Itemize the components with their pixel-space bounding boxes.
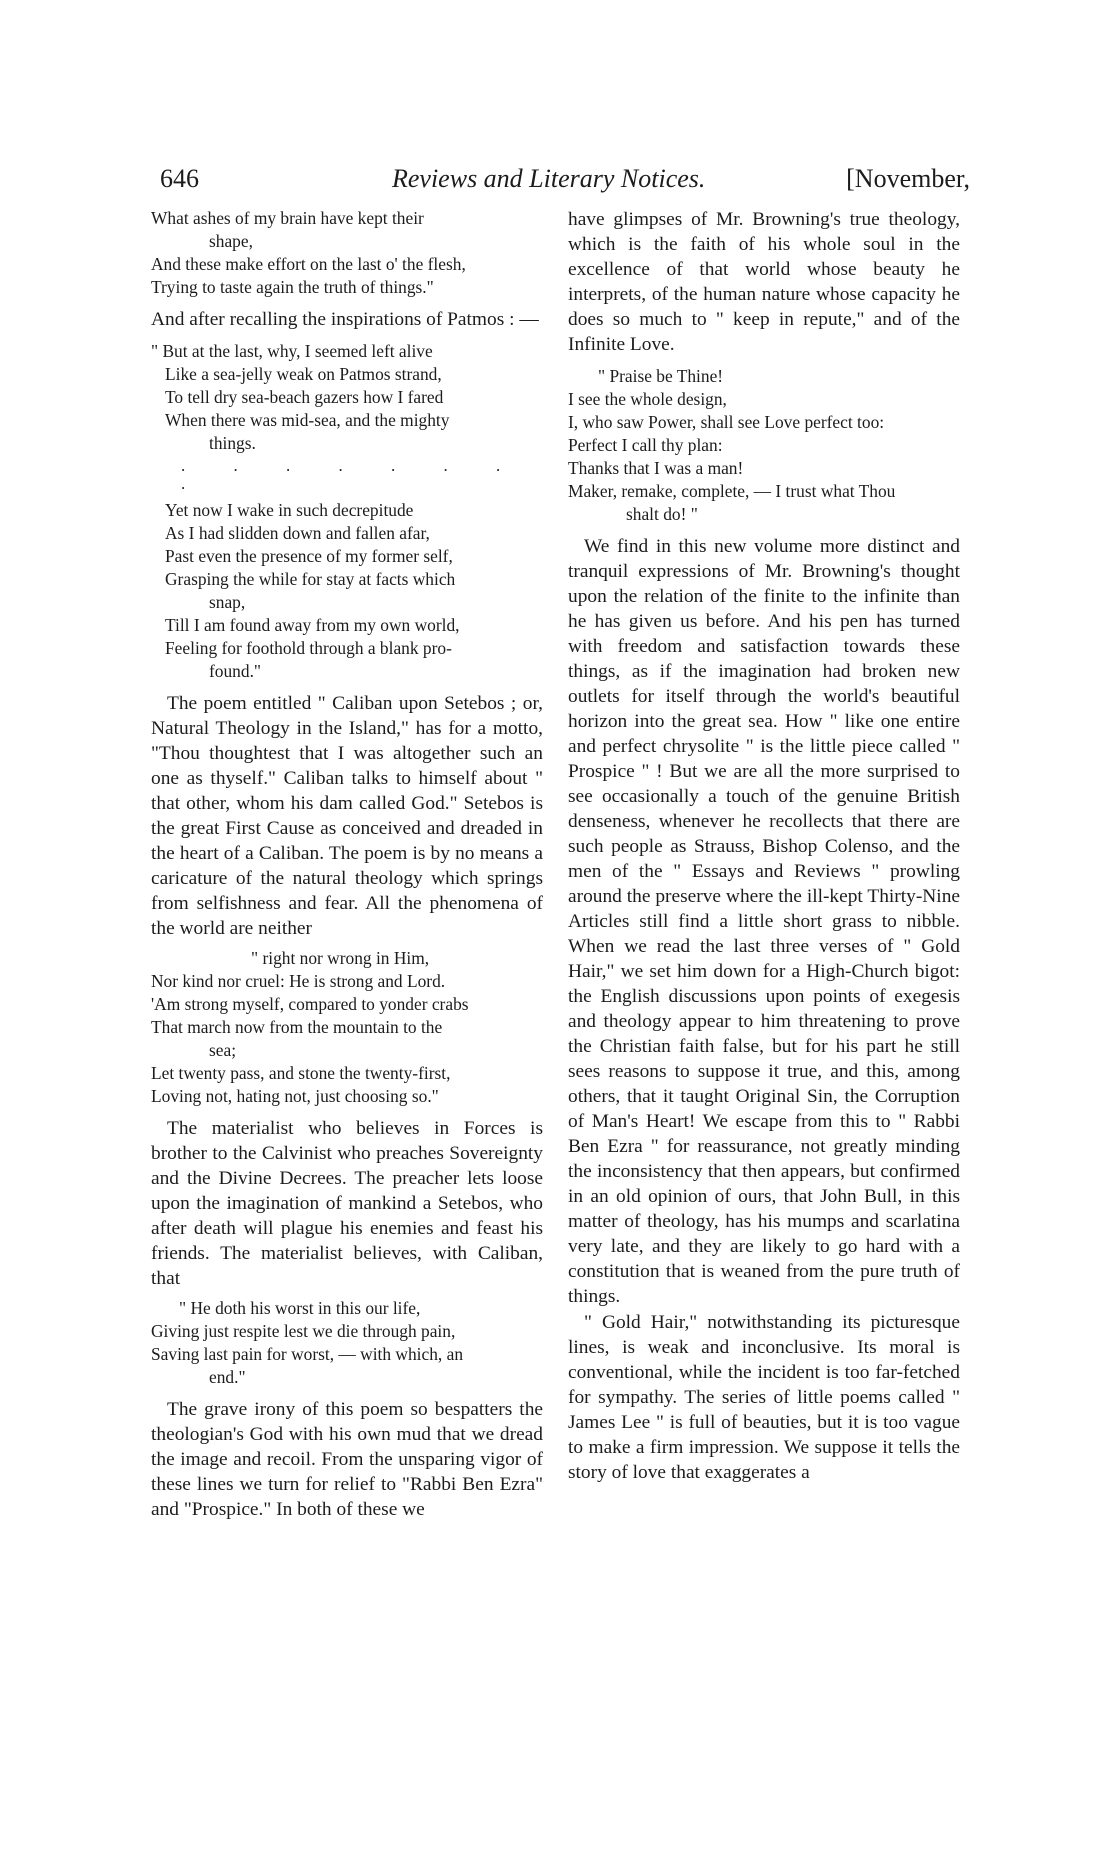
verse-line: Maker, remake, complete, — I trust what Thou xyxy=(568,481,896,501)
verse-line: found." xyxy=(209,661,262,681)
left-column xyxy=(151,207,543,1523)
verse-line: And these make effort on the last o' the flesh, xyxy=(151,254,466,274)
verse-line: Nor kind nor cruel: He is strong and Lord. xyxy=(151,971,446,991)
verse-line: Feeling for foothold through a blank pro- xyxy=(165,638,452,658)
verse-line: Grasping the while for stay at facts which xyxy=(165,569,456,589)
verse-block xyxy=(151,947,543,1108)
verse-line: " right nor wrong in Him, xyxy=(251,948,430,968)
verse-line: Thanks that I was a man! xyxy=(568,458,744,478)
verse-line: end." xyxy=(209,1367,246,1387)
verse-line: That march now from the mountain to the xyxy=(151,1017,443,1037)
page-header xyxy=(160,164,970,204)
paragraph: " Gold Hair," notwithstanding its picturesque lines, is weak and inconclusive. Its moral is conventional, while the incident is too far-fetched for sympathy. The series of little poems called " James Lee " is full of beauties, but it is too vague to make a firm impression. We suppose it tells the story of love that exaggerates a xyxy=(568,1312,960,1483)
verse-block xyxy=(151,207,543,299)
paragraph: have glimpses of Mr. Browning's true theology, which is the faith of his whole soul in the excellence of that world whose beauty he interprets, of the human nature whose capacity he does so much to " keep in repute," and of the Infinite Love. xyxy=(568,209,960,355)
ellipsis-row: . . . . . . . . xyxy=(181,456,523,493)
running-month: [November, xyxy=(846,164,970,193)
verse-line: I, who saw Power, shall see Love perfect too: xyxy=(568,412,885,432)
verse-line: Perfect I call thy plan: xyxy=(568,435,723,455)
verse-line: things. xyxy=(209,433,256,453)
running-title: Reviews and Literary Notices. xyxy=(392,164,706,193)
verse-line: Till I am found away from my own world, xyxy=(165,615,460,635)
verse-line: When there was mid-sea, and the mighty xyxy=(165,410,450,430)
right-column xyxy=(568,207,960,1486)
verse-line: I see the whole design, xyxy=(568,389,727,409)
paragraph: The grave irony of this poem so bespatters the theologian's God with his own mud that we dread the image and recoil. From the unsparing vigor of these lines we turn for relief to "Rabbi Ben Ezra" and "Prospice." In both of these we xyxy=(151,1399,543,1520)
verse-line: " But at the last, why, I seemed left alive xyxy=(151,341,433,361)
verse-line: Past even the presence of my former self, xyxy=(165,546,453,566)
verse-line: Trying to taste again the truth of things." xyxy=(151,277,434,297)
paragraph: And after recalling the inspirations of Patmos : — xyxy=(151,309,539,330)
verse-line: sea; xyxy=(209,1040,237,1060)
verse-line: shape, xyxy=(209,231,253,251)
verse-line: " He doth his worst in this our life, xyxy=(179,1298,421,1318)
verse-line: Loving not, hating not, just choosing so." xyxy=(151,1086,439,1106)
paragraph: The poem entitled " Caliban upon Setebos ; or, Natural Theology in the Island," has for a motto, "Thou thoughtest that I was altogether such an one as thyself." Caliban talks to himself about " that other, whom his dam called God." Setebos is the great First Cause as conceived and dreaded in the heart of a Caliban. The poem is by no means a caricature of the natural theology which springs from selfishness and fear. All the phenomena of the world are neither xyxy=(151,693,543,939)
verse-line: Yet now I wake in such decrepitude xyxy=(165,500,414,520)
verse-line: Saving last pain for worst, — with which, an xyxy=(151,1344,464,1364)
verse-line: Giving just respite lest we die through pain, xyxy=(151,1321,456,1341)
verse-block xyxy=(568,365,960,526)
verse-line: As I had slidden down and fallen afar, xyxy=(165,523,430,543)
paragraph: We find in this new volume more distinct and tranquil expressions of Mr. Browning's thought upon the relation of the finite to the infinite than he has given us before. And his pen has turned with freedom and satisfaction towards these things, as if the imagination had broken new outlets for itself through the world's beautiful horizon into the great sea. How " like one entire and perfect chrysolite " is the little piece called " Prospice " ! But we are all the more surprised to see occasionally a touch of the genuine British denseness, whenever he recollects that there are such people as Strauss, Bishop Colenso, and the men of the " Essays and Reviews " prowling around the preserve where the ill-kept Thirty-Nine Articles still find a little short grass to nibble. When we read the last three verses of " Gold Hair," we set him down for a High-Church bigot: the English discussions upon points of exegesis and theology appear to him threatening to prove the Christian faith false, but for his part he still sees reasons to suppose it true, and this, among others, that it taught Original Sin, the Corruption of Man's Heart! We escape from this to " Rabbi Ben Ezra " for reassurance, not greatly minding the inconsistency that then appears, but confirmed in an old opinion of ours, that John Bull, in this matter of theology, has his mumps and scarlatina very late, and they are likely to go hard with a constitution that is weaned from the pure truth of things. xyxy=(568,536,960,1307)
verse-line: shalt do! " xyxy=(626,504,698,524)
verse-line: Like a sea-jelly weak on Patmos strand, xyxy=(165,364,442,384)
verse-line: snap, xyxy=(209,592,246,612)
verse-line: " Praise be Thine! xyxy=(598,366,724,386)
verse-block xyxy=(151,1297,543,1389)
verse-line: Let twenty pass, and stone the twenty-first, xyxy=(151,1063,451,1083)
verse-line: What ashes of my brain have kept their xyxy=(151,208,424,228)
verse-line: To tell dry sea-beach gazers how I fared xyxy=(165,387,444,407)
page-number: 646 xyxy=(160,164,199,193)
verse-block xyxy=(151,340,543,683)
verse-line: 'Am strong myself, compared to yonder crabs xyxy=(151,994,469,1014)
paragraph: The materialist who believes in Forces is brother to the Calvinist who preaches Sovereignty and the Divine Decrees. The preacher lets loose upon the imagination of mankind a Setebos, who after death will plague his enemies and feast his friends. The materialist believes, with Caliban, that xyxy=(151,1118,543,1289)
